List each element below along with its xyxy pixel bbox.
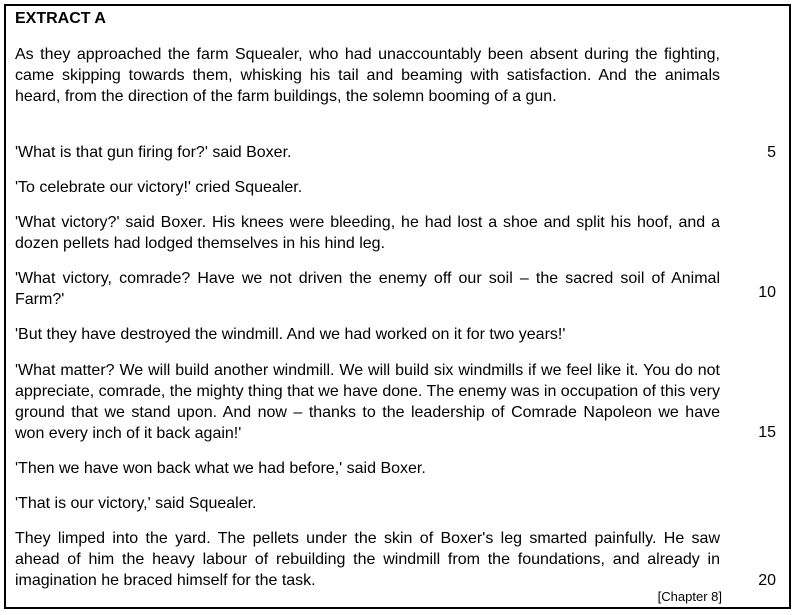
line-number-20: 20 (758, 572, 776, 589)
paragraph-3: 'To celebrate our victory!' cried Squealer. (15, 179, 303, 196)
extract-title: EXTRACT A (15, 10, 106, 27)
line-number-15: 15 (758, 424, 776, 441)
paragraph-7: 'What matter? We will build another windmill. We will build six windmills if we feel like it. You do not appreciate, comrade, the mighty thing that we have done. The enemy was in occupation of this very ground that we stand upon. And now – thanks to the leadership of Comrade Napoleon we have won every inch of it back again!' (15, 362, 720, 442)
paragraph-9: 'That is our victory,' said Squealer. (15, 495, 257, 512)
paragraph-5: 'What victory, comrade? Have we not driven the enemy off our soil – the sacred soil of Animal Farm?' (15, 270, 720, 308)
line-number-5: 5 (767, 144, 776, 161)
chapter-reference: [Chapter 8] (657, 589, 722, 604)
paragraph-4: 'What victory?' said Boxer. His knees were bleeding, he had lost a shoe and split his hoof, and a dozen pellets had lodged themselves in his hind leg. (15, 214, 720, 252)
paragraph-6: 'But they have destroyed the windmill. And we had worked on it for two years!' (15, 326, 566, 343)
paragraph-1: As they approached the farm Squealer, who had unaccountably been absent during the fighting, came skipping towards them, whisking his tail and beaming with satisfaction. And the animals heard, from the direction of the farm buildings, the solemn booming of a gun. (15, 46, 720, 105)
paragraph-2: 'What is that gun firing for?' said Boxer. (15, 144, 292, 161)
extract-box (4, 4, 791, 609)
paragraph-8: 'Then we have won back what we had before,' said Boxer. (15, 460, 426, 477)
line-number-10: 10 (758, 284, 776, 301)
paragraph-10: They limped into the yard. The pellets under the skin of Boxer's leg smarted painfully. He saw ahead of him the heavy labour of rebuilding the windmill from the foundations, and already in imagination he braced himself for the task. (15, 530, 720, 589)
